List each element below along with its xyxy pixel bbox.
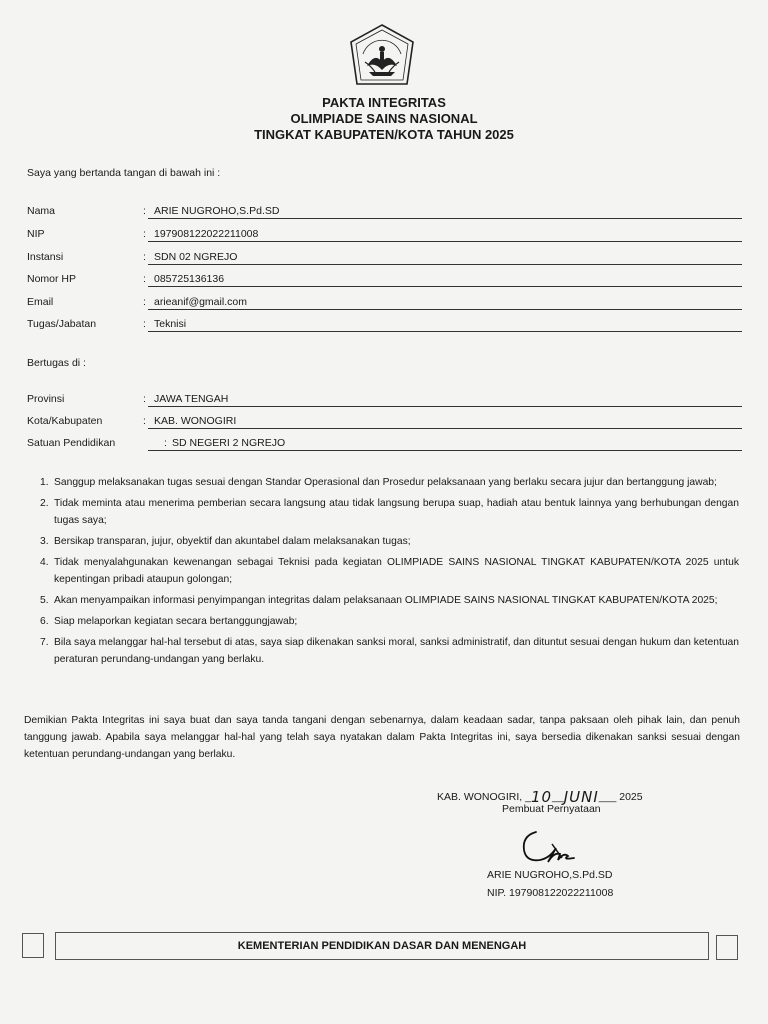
item-text: Tidak meminta atau menerima pemberian secara langsung atau tidak langsung berupa suap, hadiah atau bentuk lainnya yang berhubungan dengan tugas saya; xyxy=(54,498,739,526)
field-label: Kota/Kabupaten xyxy=(27,415,103,427)
field-label: Nama xyxy=(27,205,56,217)
place-date: KAB. WONOGIRI, _10__JUNI___ 2025 xyxy=(437,788,643,806)
field-value: arieanif@gmail.com xyxy=(154,296,247,308)
integrity-points-list xyxy=(27,474,739,672)
field-provinsi xyxy=(27,393,742,413)
item-number: 7. xyxy=(40,637,49,648)
field-nomor-hp xyxy=(27,273,742,293)
fill-line xyxy=(148,241,742,242)
field-label: Instansi xyxy=(27,251,64,263)
field-colon: : xyxy=(143,273,146,285)
fill-line xyxy=(148,406,742,407)
fill-line xyxy=(148,218,742,219)
list-item xyxy=(27,495,739,529)
item-text: Bila saya melanggar hal-hal tersebut di atas, saya siap dikenakan sanksi moral, sanksi administratif, dan dituntut sesuai dengan hukum dan ketentuan peraturan perundang-undangan yang berlaku. xyxy=(54,637,739,665)
field-label: Nomor HP xyxy=(27,273,77,285)
footer-ministry-name: KEMENTERIAN PENDIDIKAN DASAR DAN MENENGAH xyxy=(55,932,709,960)
field-value: 197908122022211008 xyxy=(154,228,259,240)
doc-title-line2: OLIMPIADE SAINS NASIONAL xyxy=(290,111,478,126)
handwritten-day: 10 xyxy=(530,788,553,806)
field-label: Satuan Pendidikan xyxy=(27,437,116,449)
field-colon: : xyxy=(143,393,146,405)
field-colon: : xyxy=(143,318,146,330)
handwritten-month: JUNI xyxy=(563,788,599,806)
list-item xyxy=(27,474,739,491)
field-nama xyxy=(27,205,742,225)
signer-name: ARIE NUGROHO,S.Pd.SD xyxy=(487,869,613,881)
field-email xyxy=(27,296,742,316)
footer-corner-box-left xyxy=(22,933,44,958)
field-value: KAB. WONOGIRI xyxy=(154,415,237,427)
field-colon: : xyxy=(143,251,146,263)
field-instansi xyxy=(27,251,742,271)
item-text: Bersikap transparan, jujur, obyektif dan akuntabel dalam melaksanakan tugas; xyxy=(54,536,411,547)
field-colon: : xyxy=(143,415,146,427)
field-colon: : xyxy=(143,205,146,217)
field-colon: : xyxy=(164,437,167,449)
field-label: Email xyxy=(27,296,54,308)
item-number: 4. xyxy=(40,557,49,568)
field-kota-kabupaten xyxy=(27,415,742,435)
item-text: Tidak menyalahgunakan kewenangan sebagai Teknisi pada kegiatan OLIMPIADE SAINS NASIONAL TINGKAT KABUPATEN/KOTA 2025 untuk kepentingan pribadi ataupun golongan; xyxy=(54,557,739,585)
item-number: 3. xyxy=(40,536,49,547)
fill-line xyxy=(148,428,742,429)
item-text: Sanggup melaksanakan tugas sesuai dengan Standar Operasional dan Prosedur pelaksanaan yang berlaku secara jujur dan bertanggung jawab; xyxy=(54,477,717,488)
field-label: NIP xyxy=(27,228,45,240)
field-nip xyxy=(27,228,742,248)
bertugas-label: Bertugas di : xyxy=(27,357,86,369)
fill-line xyxy=(148,331,742,332)
item-number: 1. xyxy=(40,477,49,488)
fill-line xyxy=(148,286,742,287)
field-value: 085725136136 xyxy=(154,273,225,285)
closing-paragraph: Demikian Pakta Integritas ini saya buat dan saya tanda tangani dengan sebenarnya, dalam keadaan sadar, tanpa paksaan oleh pihak lain, dan penuh tanggung jawab. Apabila saya melanggar hal-hal yang telah saya nyatakan dalam Pakta Integritas ini, saya bersedia dikenakan sanksi sesuai dengan ketentuan perundang-undangan yang berlaku. xyxy=(24,715,740,760)
list-item xyxy=(27,533,739,550)
field-value: SDN 02 NGREJO xyxy=(154,251,238,263)
field-label: Tugas/Jabatan xyxy=(27,318,97,330)
signer-role: Pembuat Pernyataan xyxy=(502,803,601,815)
place-text: KAB. WONOGIRI, xyxy=(437,791,523,803)
fill-line xyxy=(148,264,742,265)
intro-text: Saya yang bertanda tangan di bawah ini : xyxy=(27,167,221,179)
field-label: Provinsi xyxy=(27,393,65,405)
doc-title-line3: TINGKAT KABUPATEN/KOTA TAHUN 2025 xyxy=(254,127,514,142)
field-tugas-jabatan xyxy=(27,318,742,338)
handwritten-signature xyxy=(518,822,578,870)
footer-corner-box-right xyxy=(716,935,738,960)
list-item xyxy=(27,592,739,609)
signer-nip: NIP. 197908122022211008 xyxy=(487,887,614,899)
field-satuan-pendidikan xyxy=(27,437,742,457)
list-item xyxy=(27,634,739,668)
field-value: SD NEGERI 2 NGREJO xyxy=(172,437,286,449)
item-text: Siap melaporkan kegiatan secara bertanggungjawab; xyxy=(54,616,298,627)
item-text: Akan menyampaikan informasi penyimpangan integritas dalam pelaksanaan OLIMPIADE SAINS NASIONAL TINGKAT KABUPATEN/KOTA 2025; xyxy=(54,595,718,606)
field-value: Teknisi xyxy=(154,318,187,330)
year-text: 2025 xyxy=(619,791,643,803)
list-item xyxy=(27,554,739,588)
tut-wuri-handayani-logo xyxy=(345,22,419,94)
field-value: JAWA TENGAH xyxy=(154,393,229,405)
field-colon: : xyxy=(143,296,146,308)
fill-line xyxy=(148,450,742,451)
field-colon: : xyxy=(143,228,146,240)
doc-title-line1: PAKTA INTEGRITAS xyxy=(322,95,446,110)
list-item xyxy=(27,613,739,630)
fill-line xyxy=(148,309,742,310)
item-number: 2. xyxy=(40,498,49,509)
item-number: 5. xyxy=(40,595,49,606)
item-number: 6. xyxy=(40,616,49,627)
field-value: ARIE NUGROHO,S.Pd.SD xyxy=(154,205,280,217)
